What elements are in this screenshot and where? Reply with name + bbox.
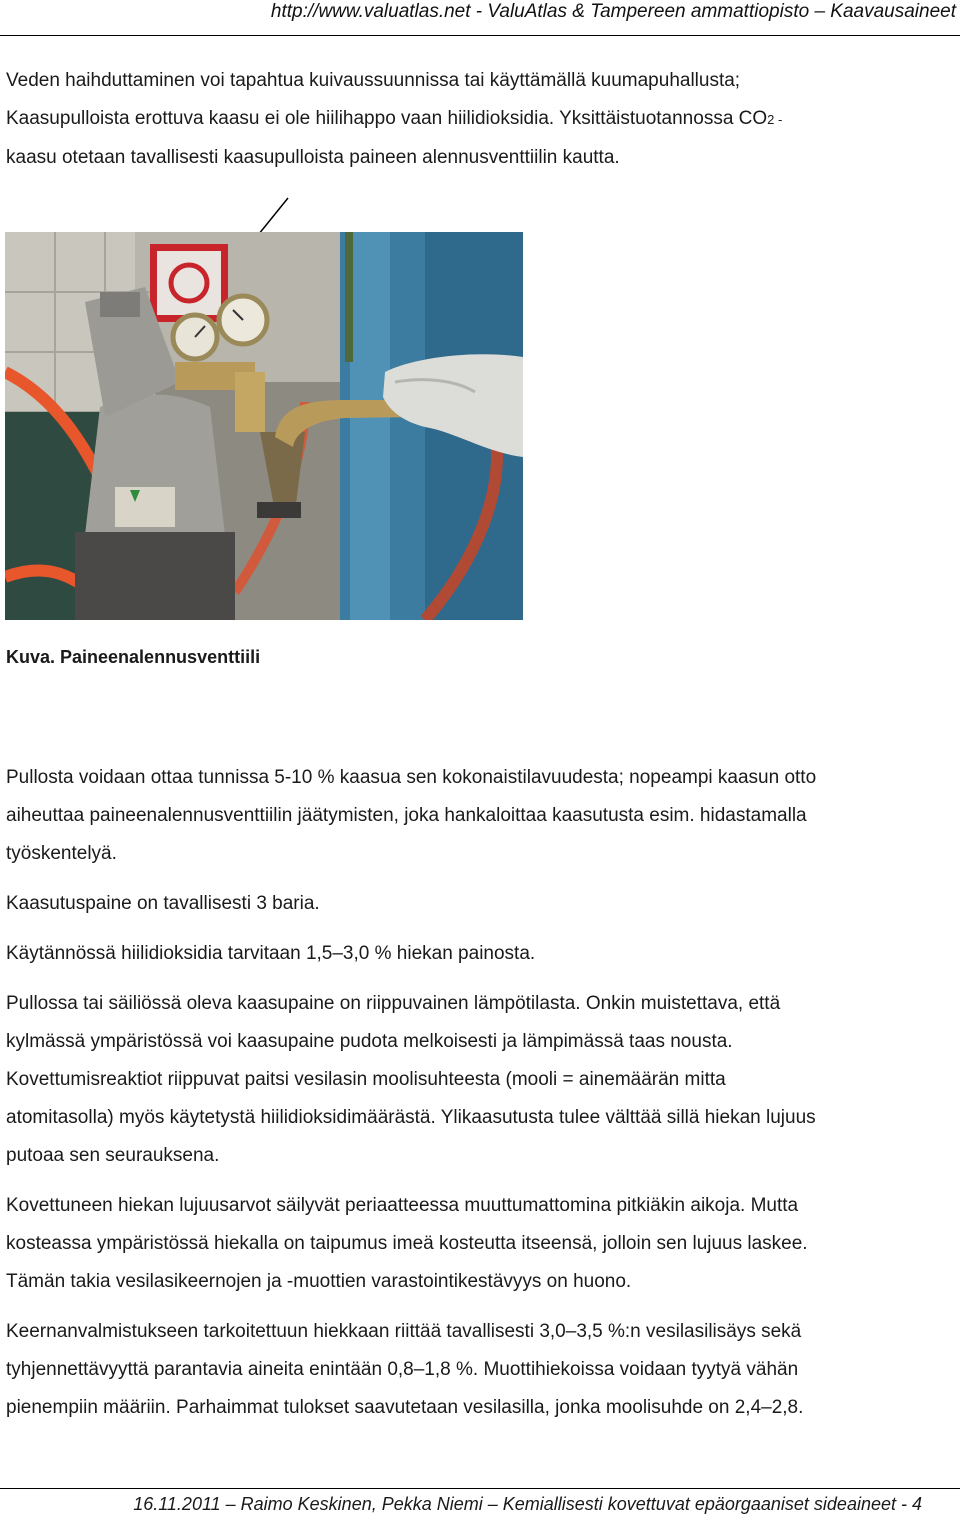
pressure-regulator-photo bbox=[5, 232, 523, 620]
intro-line-2 bbox=[6, 100, 946, 139]
intro-line-1: Veden haihduttaminen voi tapahtua kuivaussuunnissa tai käyttämällä kuumapuhallusta; bbox=[6, 70, 741, 91]
paragraph-co2-amount bbox=[6, 935, 951, 973]
paragraph-gas-intake bbox=[6, 759, 951, 873]
text-line: Tämän takia vesilasikeernojen ja -muottien varastointikestävyys on huono. bbox=[6, 1271, 632, 1292]
paragraph-gassing-pressure bbox=[6, 885, 951, 923]
text-line: tyhjennettävyyttä parantavia aineita enintään 0,8–1,8 %. Muottihiekoissa voidaan tyytyä vähän bbox=[6, 1359, 799, 1380]
co2-subscript: 2 - bbox=[767, 112, 783, 127]
intro-line-2-text: Kaasupulloista erottuva kaasu ei ole hiilihappo vaan hiilidioksidia. Yksittäistuotannossa CO bbox=[6, 108, 768, 129]
text-line: kosteassa ympäristössä hiekalla on taipumus imeä kosteutta itseensä, jolloin sen lujuus laskee. bbox=[6, 1233, 808, 1254]
text-line: työskentelyä. bbox=[6, 843, 117, 864]
page-header bbox=[0, 0, 960, 36]
text-line: aiheuttaa paineenalennusventtiilin jäätymisten, joka hankaloittaa kaasutusta esim. hidastamalla bbox=[6, 805, 807, 826]
text-line: putoaa sen seurauksena. bbox=[6, 1145, 220, 1166]
text-line: Kovettuneen hiekan lujuusarvot säilyvät periaatteessa muuttumattomina pitkiäkin aikoja. Mutta bbox=[6, 1195, 799, 1216]
header-source-text: http://www.valuatlas.net - ValuAtlas & Tampereen ammattiopisto – Kaavausaineet bbox=[270, 1, 956, 22]
text-line: Keernanvalmistukseen tarkoitettuun hiekkaan riittää tavallisesti 3,0–3,5 %:n vesilasilisäys sekä bbox=[6, 1321, 802, 1342]
text-line: kylmässä ympäristössä voi kaasupaine pudota melkoisesti ja lämpimässä taas nousta. bbox=[6, 1031, 733, 1052]
paragraph-pressure-temperature bbox=[6, 985, 951, 1175]
text-line: Käytännössä hiilidioksidia tarvitaan 1,5–3,0 % hiekan painosta. bbox=[6, 943, 536, 964]
text-line: Pullossa tai säiliössä oleva kaasupaine on riippuvainen lämpötilasta. Onkin muistettava, että bbox=[6, 993, 781, 1014]
text-line: Kovettumisreaktiot riippuvat paitsi vesilasin moolisuhteesta (mooli = ainemäärän mitta bbox=[6, 1069, 726, 1090]
text-line: Kaasutuspaine on tavallisesti 3 baria. bbox=[6, 893, 320, 914]
intro-line-3: kaasu otetaan tavallisesti kaasupulloista paineen alennusventtiilin kautta. bbox=[6, 147, 620, 168]
paragraph-strength-values bbox=[6, 1187, 951, 1301]
text-line: Pullosta voidaan ottaa tunnissa 5-10 % kaasua sen kokonaistilavuudesta; nopeampi kaasun otto bbox=[6, 767, 817, 788]
paragraph-core-making bbox=[6, 1313, 951, 1427]
page-footer: 16.11.2011 – Raimo Keskinen, Pekka Niemi – Kemiallisesti kovettuvat epäorgaaniset sideaineet - 4 bbox=[133, 1494, 922, 1514]
intro-paragraph bbox=[6, 62, 946, 177]
text-line: pienempiin määriin. Parhaimmat tulokset saavutetaan vesilasilla, jonka moolisuhde on 2,4–2,8. bbox=[6, 1397, 804, 1418]
footer-divider bbox=[0, 1488, 960, 1489]
text-line: atomitasolla) myös käytetystä hiilidioksidimäärästä. Ylikaasutusta tulee välttää sillä hiekan lujuus bbox=[6, 1107, 816, 1128]
figure-caption: Kuva. Paineenalennusventtiili bbox=[6, 647, 261, 667]
